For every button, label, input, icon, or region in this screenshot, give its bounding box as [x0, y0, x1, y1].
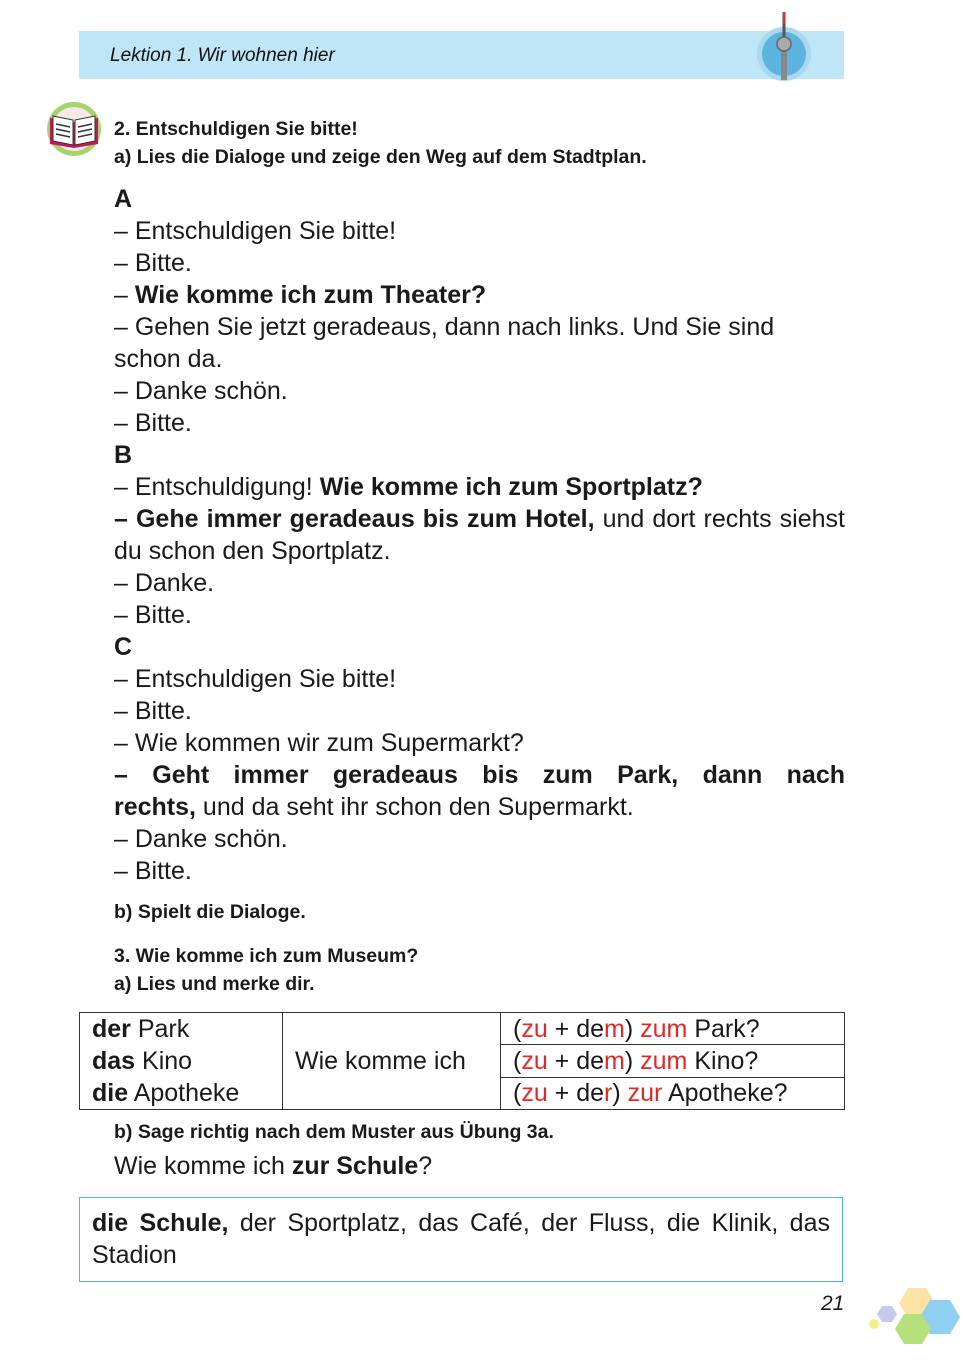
dialog-line: – Entschuldigen Sie bitte!: [114, 665, 397, 693]
dialogs: [114, 183, 845, 887]
dialog-line: – Entschuldigen Sie bitte!: [114, 217, 397, 245]
lesson-title: Lektion 1. Wir wohnen hier: [110, 45, 335, 66]
dialog-line: – Wie kommen wir zum Supermarkt?: [114, 729, 524, 757]
dialog-line: – Gehen Sie jetzt geradeaus, dann nach links. Und Sie sind schon da.: [114, 313, 775, 373]
exercise-2b-task: b) Spielt die Dialoge.: [114, 901, 306, 923]
exercise-3-title: 3. Wie komme ich zum Museum?: [114, 945, 419, 967]
dialog-line: rechts, und da seht ihr schon den Supermarkt.: [114, 793, 634, 821]
dialog-b-label: B: [114, 441, 133, 469]
dialog-line: – Geht immer geradeaus bis zum Park, dann nach: [114, 761, 845, 789]
question-cell: Wie komme ich: [283, 1013, 501, 1110]
exercise-2-title: 2. Entschuldigen Sie bitte!: [114, 118, 358, 140]
contraction-cell: (zu + dem) zum Kino?: [501, 1045, 845, 1077]
hexagon-decoration-icon: [860, 1280, 963, 1360]
dialog-line: – Bitte.: [114, 249, 192, 277]
dialog-line: – Bitte.: [114, 601, 192, 629]
dialog-line: – Bitte.: [114, 697, 192, 725]
exercise-3a-task: a) Lies und merke dir.: [114, 973, 315, 995]
open-book-icon: [44, 100, 104, 158]
sample-sentence: Wie komme ich zur Schule?: [114, 1152, 433, 1180]
contraction-cell: (zu + dem) zum Park?: [501, 1013, 845, 1045]
exercise-3b-task: b) Sage richtig nach dem Muster aus Übung 3a.: [114, 1121, 554, 1143]
dialog-line: – Danke.: [114, 569, 215, 597]
exercise-2a-task: a) Lies die Dialoge und zeige den Weg auf dem Stadtplan.: [114, 146, 647, 168]
page-number: 21: [821, 1292, 845, 1315]
dialog-line: – Bitte.: [114, 857, 192, 885]
dialog-line: – Gehe immer geradeaus bis zum Hotel, und dort rechts siehst du schon den Sportplatz.: [114, 505, 845, 565]
lesson-header: [79, 31, 844, 79]
dialog-line: – Bitte.: [114, 409, 192, 437]
dialog-line: – Wie komme ich zum Theater?: [114, 281, 487, 309]
dialog-line: – Danke schön.: [114, 825, 288, 853]
contraction-cell: (zu + der) zur Apotheke?: [501, 1077, 845, 1109]
word-list-box: die Schule, der Sportplatz, das Café, der Fluss, die Klinik, das Stadion: [79, 1197, 843, 1282]
dialog-a-label: A: [114, 185, 133, 213]
tv-tower-icon: [752, 10, 816, 82]
grammar-table: [79, 1012, 845, 1110]
dialog-line: – Danke schön.: [114, 377, 288, 405]
dialog-c-label: C: [114, 633, 133, 661]
dialog-line: – Entschuldigung! Wie komme ich zum Sportplatz?: [114, 473, 703, 501]
articles-cell: der Park das Kino die Apotheke: [80, 1013, 283, 1110]
